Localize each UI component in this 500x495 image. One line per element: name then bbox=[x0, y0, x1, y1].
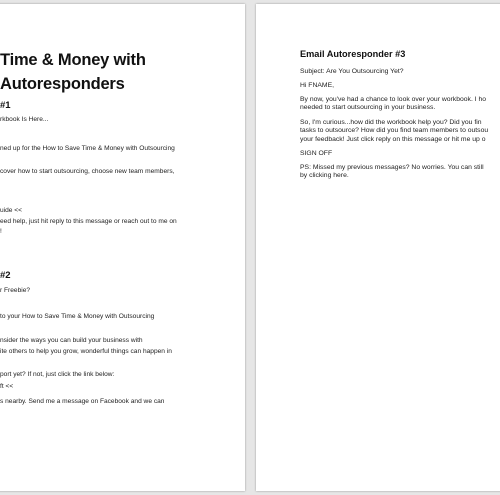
paragraph: ! bbox=[0, 228, 2, 235]
autoresponder-3-heading: Email Autoresponder #3 bbox=[300, 49, 406, 59]
paragraph: s nearby. Send me a message on Facebook and we can bbox=[0, 398, 165, 405]
paragraph: eed help, just hit reply to this message or reach out to me on bbox=[0, 218, 177, 225]
paragraph: ft << bbox=[0, 383, 14, 390]
paragraph-line: By now, you've had a chance to look over your workbook. I ho bbox=[300, 96, 487, 103]
sign-off: SIGN OFF bbox=[300, 150, 333, 157]
email-greeting: Hi FNAME, bbox=[300, 82, 334, 89]
paragraph-line: needed to start outsourcing in your business. bbox=[300, 104, 436, 112]
document-page-right bbox=[256, 4, 500, 491]
document-page-left bbox=[0, 4, 245, 491]
email-subject: Subject: Are You Outsourcing Yet? bbox=[300, 68, 404, 75]
paragraph: nsider the ways you can build your business with bbox=[0, 337, 143, 344]
paragraph-line: PS: Missed my previous messages? No worries. You can still bbox=[300, 164, 484, 171]
paragraph: r Freebie? bbox=[0, 287, 31, 294]
autoresponder-2-heading: #2 bbox=[0, 270, 11, 281]
paragraph: uide << bbox=[0, 207, 22, 214]
paragraph-line: by clicking here. bbox=[300, 172, 349, 180]
autoresponder-1-heading: #1 bbox=[0, 100, 11, 111]
paragraph bbox=[300, 96, 486, 113]
paragraph: ite others to help you grow, wonderful things can happen in bbox=[0, 348, 172, 355]
paragraph: cover how to start outsourcing, choose new team members, bbox=[0, 168, 175, 175]
paragraph-line: your feedback! Just click reply on this message or hit me up o bbox=[300, 135, 486, 143]
paragraph: port yet? If not, just click the link below: bbox=[0, 371, 115, 378]
paragraph: ned up for the How to Save Time & Money with Outsourcing bbox=[0, 145, 175, 152]
paragraph: to your How to Save Time & Money with Outsourcing bbox=[0, 313, 155, 320]
paragraph-line: tasks to outsource? How did you find team members to outsou bbox=[300, 127, 489, 135]
paragraph bbox=[300, 119, 488, 144]
paragraph-line: So, I'm curious...how did the workbook help you? Did you fin bbox=[300, 119, 482, 126]
paragraph: rkbook Is Here... bbox=[0, 116, 49, 123]
document-title-line-1: Time & Money with bbox=[0, 51, 146, 69]
document-title-line-2: Autoresponders bbox=[0, 75, 125, 93]
paragraph bbox=[300, 164, 484, 181]
